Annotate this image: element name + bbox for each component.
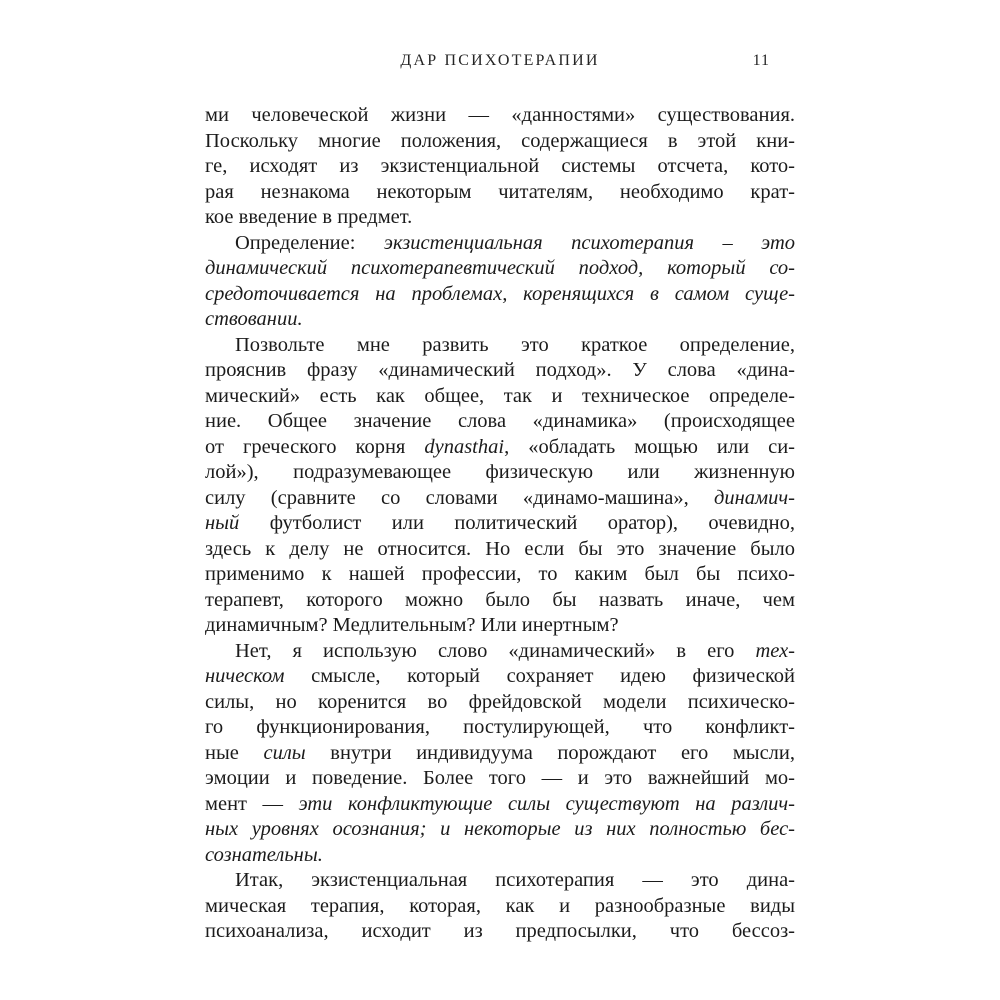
running-title: ДАР ПСИХОТЕРАПИИ bbox=[400, 52, 600, 69]
text-line bbox=[205, 129, 795, 155]
italic-text-segment: экзистенциальная психотерапия – это bbox=[383, 231, 795, 254]
italic-text-segment: тех- bbox=[755, 639, 795, 662]
text-line bbox=[205, 333, 795, 359]
text-line bbox=[205, 766, 795, 792]
text-line bbox=[205, 103, 795, 129]
text-segment: Определение: bbox=[235, 231, 384, 254]
text-line bbox=[205, 435, 795, 461]
paragraph bbox=[205, 333, 795, 639]
italic-text-segment: динамич- bbox=[714, 486, 795, 509]
text-segment: мент — bbox=[205, 792, 299, 815]
text-segment: внутри индивидуума порождают его мысли, bbox=[305, 741, 795, 764]
text-segment: ге, исходят из экзистенциальной системы отсчета, кото- bbox=[205, 155, 795, 177]
text-segment: здесь к делу не относится. Но если бы это значение было bbox=[205, 537, 795, 560]
text-segment: смысле, который сохраняет идею физической bbox=[284, 665, 795, 687]
text-segment: Позвольте мне развить это краткое определение, bbox=[235, 333, 795, 356]
text-line bbox=[205, 384, 795, 410]
text-line bbox=[205, 358, 795, 384]
text-segment: терапевт, которого можно было бы назвать иначе, чем bbox=[205, 588, 795, 611]
italic-text-segment: силы bbox=[263, 741, 306, 764]
text-segment: психоанализа, исходит из предпосылки, что бессоз- bbox=[205, 920, 795, 942]
text-line bbox=[205, 562, 795, 588]
text-segment: кое введение в предмет. bbox=[205, 206, 413, 228]
text-line bbox=[205, 613, 795, 639]
paragraph bbox=[205, 231, 795, 333]
text-segment: Итак, экзистенциальная психотерапия — это дина- bbox=[235, 869, 795, 891]
body-text bbox=[205, 103, 795, 945]
text-line bbox=[205, 715, 795, 741]
text-segment: Нет, я использую слово «динамический» в его bbox=[235, 639, 756, 662]
text-segment: силы, но коренится во фрейдовской модели психическо- bbox=[205, 690, 795, 713]
text-line bbox=[205, 511, 795, 537]
text-segment: от греческого корня bbox=[205, 435, 425, 458]
paragraph bbox=[205, 639, 795, 869]
text-line bbox=[205, 741, 795, 767]
text-line bbox=[205, 868, 795, 894]
text-segment: го функционирования, постулирующей, что конфликт- bbox=[205, 716, 795, 738]
text-segment: силу (сравните со словами «динамо-машина», bbox=[205, 486, 715, 509]
italic-text-segment: средоточивается на проблемах, коренящихся в самом суще- bbox=[205, 282, 795, 305]
text-line bbox=[205, 817, 795, 843]
text-line bbox=[205, 792, 795, 818]
text-line bbox=[205, 664, 795, 690]
text-line bbox=[205, 154, 795, 180]
text-line bbox=[205, 639, 795, 665]
text-segment: ми человеческой жизни — «данностями» существования. bbox=[205, 104, 795, 126]
italic-text-segment: динамический психотерапевтический подход, который со- bbox=[205, 257, 795, 279]
text-segment: применимо к нашей профессии, то каким был бы психо- bbox=[205, 563, 795, 585]
italic-text-segment: ническом bbox=[205, 665, 285, 687]
text-line bbox=[205, 205, 795, 231]
text-segment: рая незнакома некоторым читателям, необходимо крат- bbox=[205, 180, 795, 203]
text-line bbox=[205, 282, 795, 308]
text-segment: мическая терапия, которая, как и разнообразные виды bbox=[205, 894, 795, 917]
paragraph bbox=[205, 868, 795, 945]
text-segment: , «обладать мощью или си- bbox=[504, 435, 796, 458]
text-line bbox=[205, 307, 795, 333]
italic-text-segment: ных уровнях осознания; и некоторые из них полностью бес- bbox=[205, 818, 795, 840]
paragraph bbox=[205, 103, 795, 231]
text-line bbox=[205, 843, 795, 869]
text-line bbox=[205, 537, 795, 563]
text-line bbox=[205, 690, 795, 716]
text-line bbox=[205, 588, 795, 614]
text-segment: Поскольку многие положения, содержащиеся в этой кни- bbox=[205, 129, 795, 152]
italic-text-segment: сознательны. bbox=[205, 843, 323, 866]
text-line bbox=[205, 409, 795, 435]
text-segment: динамичным? Медлительным? Или инертным? bbox=[205, 614, 619, 636]
text-segment: ние. Общее значение слова «динамика» (происходящее bbox=[205, 410, 795, 432]
text-segment: прояснив фразу «динамический подход». У слова «дина- bbox=[205, 359, 795, 381]
italic-text-segment: ный bbox=[205, 512, 240, 534]
page-number: 11 bbox=[752, 52, 770, 69]
text-line bbox=[205, 231, 795, 257]
text-line bbox=[205, 180, 795, 206]
italic-text-segment: эти конфликтующие силы существуют на различ- bbox=[298, 792, 795, 815]
text-segment: эмоции и поведение. Более того — и это важнейший мо- bbox=[205, 767, 795, 789]
text-segment: ные bbox=[205, 741, 264, 764]
text-line bbox=[205, 460, 795, 486]
text-line bbox=[205, 919, 795, 945]
italic-text-segment: ствовании. bbox=[205, 308, 303, 330]
text-segment: мический» есть как общее, так и техническое определе- bbox=[205, 384, 795, 407]
text-line bbox=[205, 256, 795, 282]
italic-text-segment: dynasthai bbox=[424, 435, 505, 458]
text-segment: футболист или политический оратор), очевидно, bbox=[239, 512, 795, 534]
text-line bbox=[205, 486, 795, 512]
text-line bbox=[205, 894, 795, 920]
text-segment: лой»), подразумевающее физическую или жизненную bbox=[205, 461, 795, 483]
